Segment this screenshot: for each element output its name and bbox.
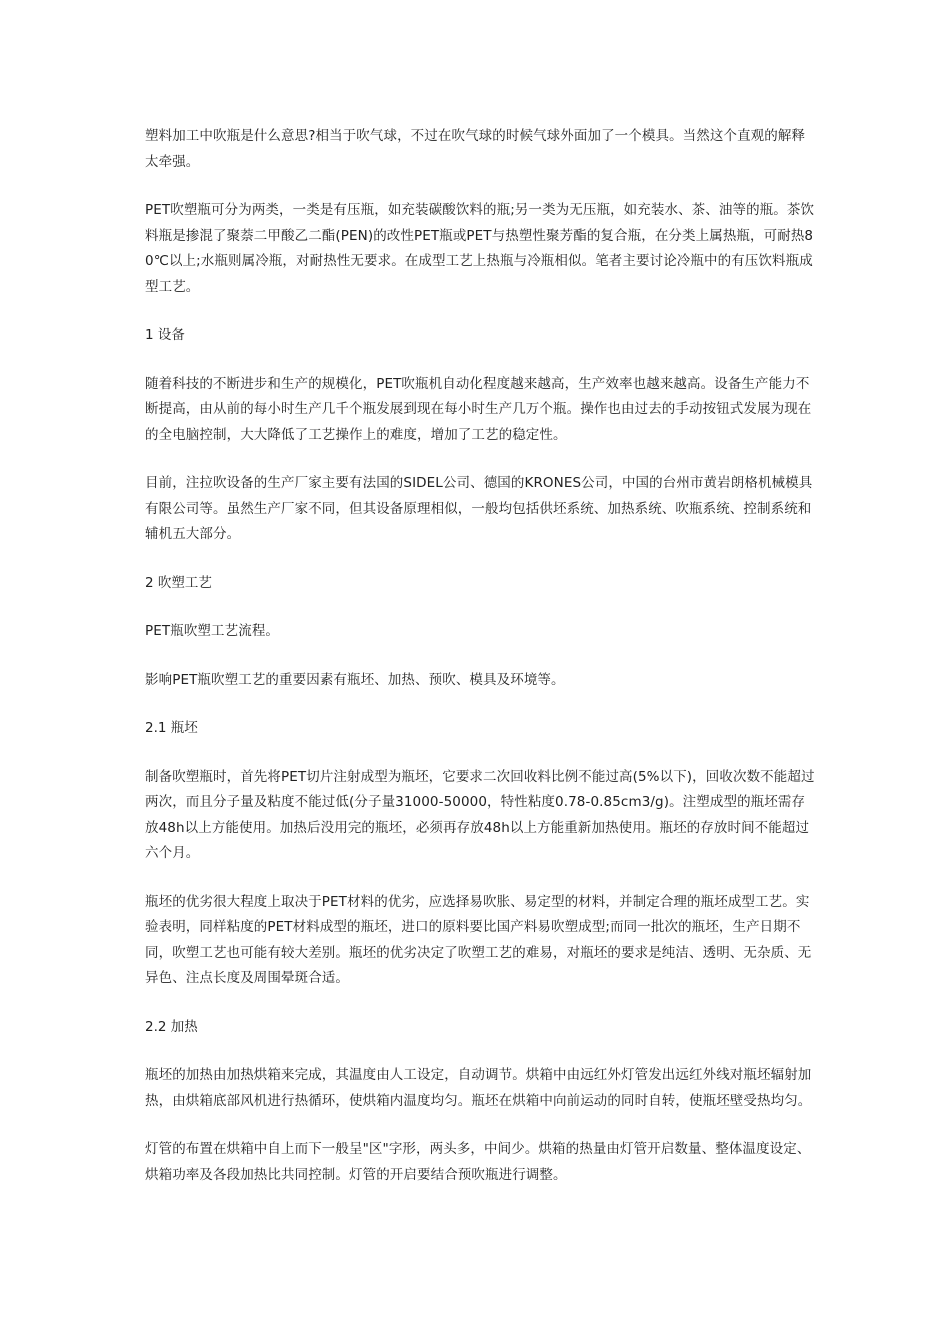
paragraph-manufacturers: 目前，注拉吹设备的生产厂家主要有法国的SIDEL公司、德国的KRONES公司，中国的台州市黄岩朗格机械模具有限公司等。虽然生产厂家不同，但其设备原理相似，一般均包括供坯系统、加热系统、吹瓶系统、控制系统和辅机五大部分。 — [145, 475, 813, 542]
paragraph-heating-oven: 瓶坯的加热由加热烘箱来完成，其温度由人工设定，自动调节。烘箱中由远红外灯管发出远红外线对瓶坯辐射加热，由烘箱底部风机进行热循环，使烘箱内温度均匀。瓶坯在烘箱中向前运动的同时自转，使瓶坯壁受热均匀。 — [145, 1067, 812, 1109]
section-heading-preform: 2.1 瓶坯 — [145, 720, 198, 736]
section-heading-blow-molding: 2 吹塑工艺 — [145, 574, 212, 591]
paragraph-equipment-progress: 随着科技的不断进步和生产的规模化，PET吹瓶机自动化程度越来越高，生产效率也越来越高。设备生产能力不断提高，由从前的每小时生产几千个瓶发展到现在每小时生产几万个瓶。操作也由过去的手动按钮式发展为现在的全电脑控制，大大降低了工艺操作上的难度，增加了工艺的稳定性。 — [145, 375, 812, 443]
document-body — [145, 124, 815, 1211]
paragraph-preform-quality: 瓶坯的优劣很大程度上取决于PET材料的优劣，应选择易吹胀、易定型的材料，并制定合理的瓶坯成型工艺。实验表明，同样粘度的PET材料成型的瓶坯，进口的原料要比国产料易吹塑成型;而同一批次的瓶坯，生产日期不同，吹塑工艺也可能有较大差别。瓶坯的优劣决定了吹塑工艺的难易，对瓶坯的要求是纯洁、透明、无杂质、无异色、注点长度及周围晕斑合适。 — [145, 893, 812, 986]
paragraph-key-factors: 影响PET瓶吹塑工艺的重要因素有瓶坯、加热、预吹、模具及环境等。 — [145, 671, 565, 688]
paragraph-process-flow: PET瓶吹塑工艺流程。 — [145, 623, 280, 639]
paragraph-preform-prep: 制备吹塑瓶时，首先将PET切片注射成型为瓶坯，它要求二次回收料比例不能过高(5%以下)，回收次数不能超过两次，而且分子量及粘度不能过低(分子量31000-50000，特性粘度0.78-0.85cm3/g)。注塑成型的瓶坯需存放48h以上方能使用。加热后没用完的瓶坯，必须再存放48h以上方能重新加热使用。瓶坯的存放时间不能超过六个月。 — [145, 768, 815, 861]
section-heading-heating: 2.2 加热 — [145, 1018, 198, 1035]
paragraph-intro: 塑料加工中吹瓶是什么意思?相当于吹气球，不过在吹气球的时候气球外面加了一个模具。当然这个直观的解释太牵强。 — [145, 128, 806, 170]
paragraph-pet-bottle-types: PET吹塑瓶可分为两类，一类是有压瓶，如充装碳酸饮料的瓶;另一类为无压瓶，如充装水、茶、油等的瓶。茶饮料瓶是掺混了聚萘二甲酸乙二酯(PEN)的改性PET瓶或PET与热塑性聚芳酯的复合瓶，在分类上属热瓶，可耐热80℃以上;水瓶则属冷瓶，对耐热性无要求。在成型工艺上热瓶与冷瓶相似。笔者主要讨论冷瓶中的有压饮料瓶成型工艺。 — [145, 202, 815, 295]
section-heading-equipment: 1 设备 — [145, 327, 185, 343]
paragraph-lamp-arrangement: 灯管的布置在烘箱中自上而下一般呈"区"字形，两头多，中间少。烘箱的热量由灯管开启数量、整体温度设定、烘箱功率及各段加热比共同控制。灯管的开启要结合预吹瓶进行调整。 — [145, 1141, 811, 1183]
